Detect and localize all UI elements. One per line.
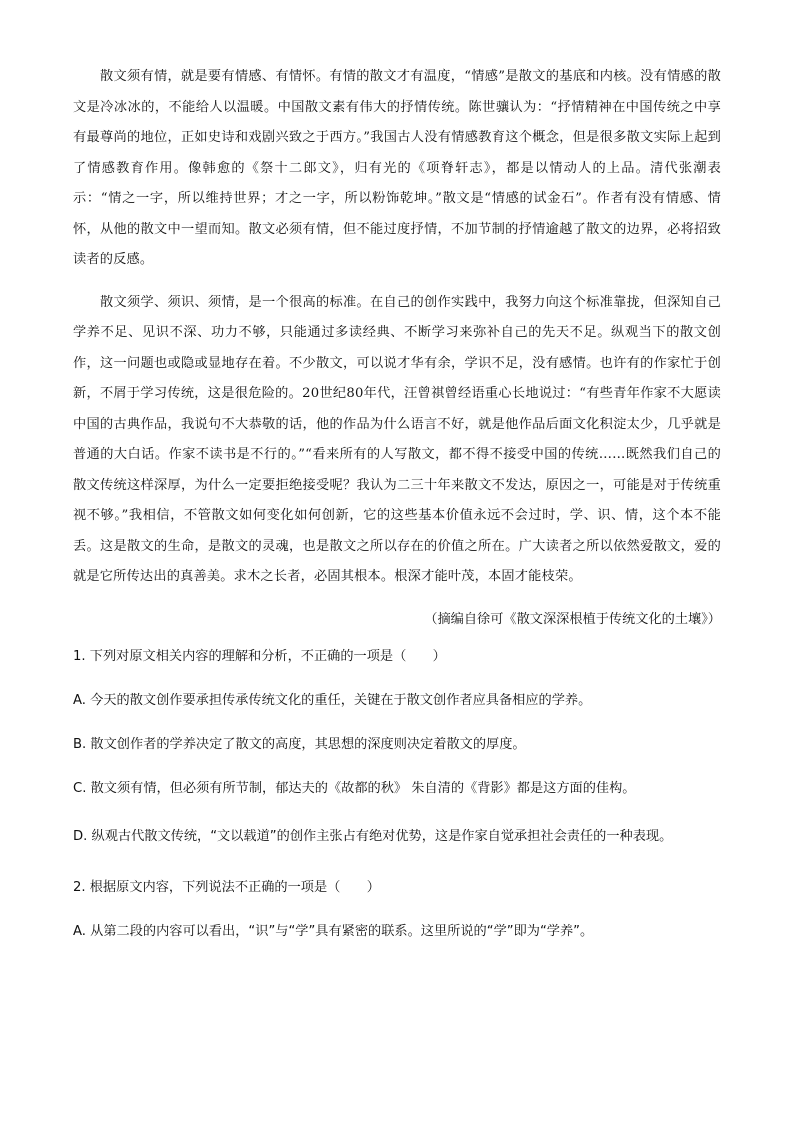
exam-page [73, 62, 721, 943]
question-1-option-c[interactable]: C. 散文须有情，但必须有所节制，郁达夫的《故都的秋》 朱自清的《背影》都是这方面的佳构。 [73, 780, 636, 796]
question-2-stem: 2. 根据原文内容，下列说法不正确的一项是（ ） [73, 879, 380, 895]
reading-passage [73, 62, 721, 631]
questions-section [73, 646, 721, 943]
question-2 [73, 877, 721, 943]
passage-paragraph-1: 散文须有情，就是要有情感、有情怀。有情的散文才有温度，“情感”是散文的基底和内核。没有情感的散文是冷冰冰的，不能给人以温暖。中国散文素有伟大的抒情传统。陈世骧认为：“抒情精神在中国传统之中享有最尊尚的地位，正如史诗和戏剧兴致之于西方。”我国古人没有情感教育这个概念，但是很多散文实际上起到了情感教育作用。像韩愈的《祭十二郎文》，归有光的《项脊轩志》，都是以情动人的上品。清代张潮表示：“情之一字，所以维持世界；才之一字，所以粉饰乾坤。”散文是“情感的试金石”。作者有没有情感、情怀，从他的散文中一望而知。散文必须有情，但不能过度抒情，不加节制的抒情逾越了散文的边界，必将招致读者的反感。 [73, 69, 721, 267]
question-1-option-a[interactable]: A. 今天的散文创作要承担传承传统文化的重任，关键在于散文创作者应具备相应的学养。 [73, 692, 592, 708]
question-1-option-b[interactable]: B. 散文创作者的学养决定了散文的高度，其思想的深度则决定着散文的厚度。 [73, 736, 526, 752]
passage-source: （摘编自徐可《散文深深根植于传统文化的土壤》） [424, 611, 721, 627]
question-1 [73, 646, 721, 852]
question-2-option-a[interactable]: A. 从第二段的内容可以看出，“识”与“学”具有紧密的联系。这里所说的“学”即为“学养”。 [73, 923, 594, 939]
question-1-stem: 1. 下列对原文相关内容的理解和分析，不正确的一项是（ ） [73, 648, 446, 664]
question-1-option-d[interactable]: D. 纵观古代散文传统，“文以载道”的创作主张占有绝对优势，这是作家自觉承担社会责任的一种表现。 [73, 828, 673, 844]
passage-paragraph-2: 散文须学、须识、须情，是一个很高的标准。在自己的创作实践中，我努力向这个标准靠拢，但深知自己学养不足、见识不深、功力不够，只能通过多读经典、不断学习来弥补自己的先天不足。纵观当下的散文创作，这一问题也或隐或显地存在着。不少散文，可以说才华有余，学识不足，没有感情。也许有的作家忙于创新，不屑于学习传统，这是很危险的。20世纪80年代，汪曾祺曾经语重心长地说过：“有些青年作家不大愿读中国的古典作品，我说句不大恭敬的话，他的作品为什么语言不好，就是他作品后面文化积淀太少，几乎就是普通的大白话。作家不读书是不行的。”“看来所有的人写散文，都不得不接受中国的传统……既然我们自己的散文传统这样深厚，为什么一定要拒绝接受呢？我认为二三十年来散文不发达，原因之一，可能是对于传统重视不够。”我相信，不管散文如何变化如何创新，它的这些基本价值永远不会过时，学、识、情，这个本不能丢。这是散文的生命，是散文的灵魂，也是散文之所以存在的价值之所在。广大读者之所以依然爱散文，爱的就是它所传达出的真善美。求木之长者，必固其根本。根深才能叶茂，本固才能枝荣。 [73, 294, 721, 584]
